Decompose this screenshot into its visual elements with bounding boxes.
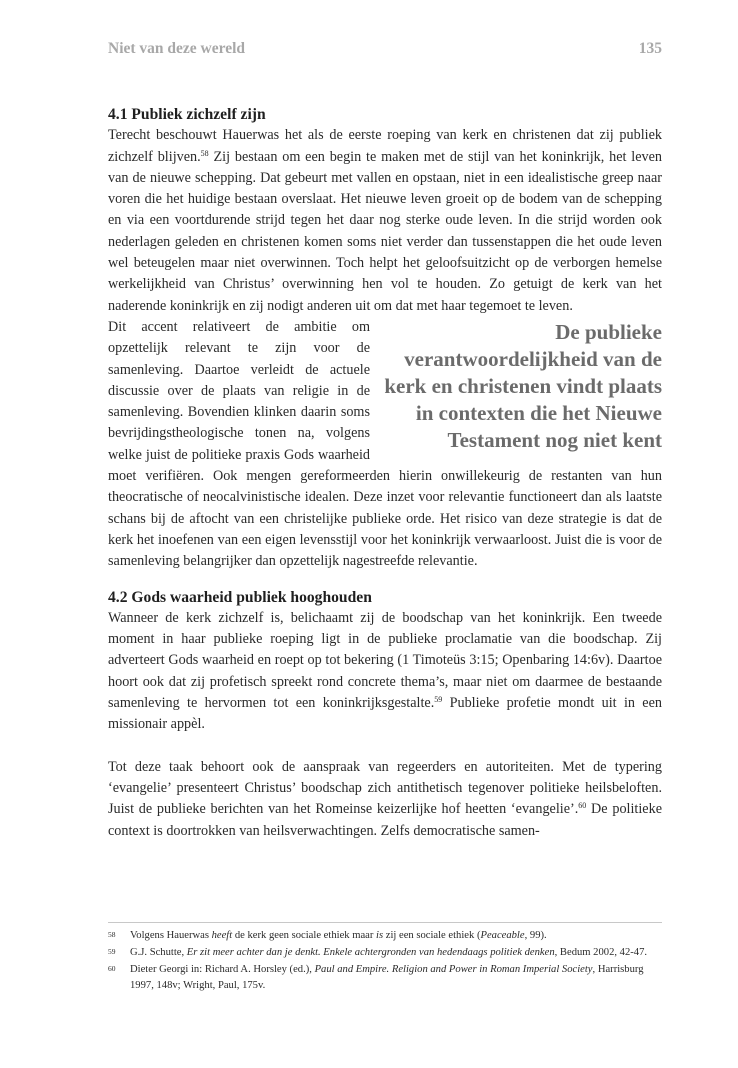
text-run: Terecht beschouwt Hauerwas het als de eerste roeping van kerk en christenen dat zij publiek zichzelf blijven. <box>108 127 662 165</box>
italic-text: Peaceable <box>480 930 525 941</box>
text-run: Zij bestaan om een begin te maken met de stijl van het koninkrijk, het leven van de nieuwe schepping. Dat gebeurt met vallen en opstaan, niet in een idealistische greep naar voren die het huidige bestaan overslaat. Het nieuwe leven groeit op de bodem van de schepping en via een voortdurende strijd tegen het daar nog sterke oude leven. In die strijd worden ook nederlagen geleden en christenen komen soms niet verder dan tussenstappen die het oude leven wel beteugelen maar niet overwinnen. Toch helpt het geloofsuitzicht op de verborgen hemelse werkelijkheid van Christus’ overwinning hen vol te houden. Zo getuigt de kerk van het naderende koninkrijk en zij nodigt anderen uit om dat met haar tegemoet te leven. <box>108 148 662 314</box>
running-title: Niet van deze wereld <box>108 40 246 57</box>
text-run: Tot deze taak behoort ook de aanspraak van regeerders en autoriteiten. Met de typering ‘evangelie’ presenteert Christus’ boodschap zich antithetisch tegenover politieke heilsbeloften. Juist de publieke berichten van het Romeinse keizerlijke hof heetten ‘evangelie’. <box>108 758 662 818</box>
paragraph: Dit accent relativeert de ambitie om opzettelijk relevant te zijn voor de samenleving. Daartoe verleidt de actuele discussie over de plaats van religie in de samenleving. Bovendien klinken daarin soms bevrijdingstheologische tonen na, volgens welke juist de politieke praxis Gods waarheid moet verifiëren. Ook mengen gereformeerden hierin onwillekeurig de restanten van hun theocratische of neocalvinistische idealen. Deze inzet voor relevantie functioneert dan als laatste schans bij de aftocht van een christelijke publieke orde. Het risico van deze strategie is dat de kerk het inoefenen van een eigen levensstijl voor het koninkrijk verwaarloost. Juist die is voor de samenleving belangrijker dan opzettelijk nagestreefde relevantie. <box>108 318 662 570</box>
text-run: , Bedum 2002, 42-47. <box>554 947 648 958</box>
paragraph <box>108 608 662 736</box>
text-run: Volgens Hauerwas <box>130 930 212 941</box>
text-run: G.J. Schutte, <box>130 947 187 958</box>
footnote-text <box>130 962 662 994</box>
text-run: Publieke profetie mondt uit in een missionair appèl. <box>108 695 662 733</box>
running-header <box>108 40 662 58</box>
text-run: , 99). <box>524 930 547 941</box>
text-run: zij een sociale ethiek ( <box>383 930 481 941</box>
text-run: Dieter Georgi in: Richard A. Horsley (ed.), <box>130 964 315 975</box>
footnote-ref: 59 <box>434 695 443 705</box>
text-run: Wanneer de kerk zichzelf is, belichaamt zij de boodschap van het koninkrijk. Een tweede moment in haar publieke roeping ligt in de publieke proclamatie van die boodschap. Zij adverteert Gods waarheid en roept op tot bekering (1 Timoteüs 3:15; Openbaring 14:6v). Daartoe hoort ook dat zij profetisch spreekt rond concrete thema’s, maar niet om daarmee de bestaande samenleving te hervormen tot een koninkrijksgestalte. <box>108 609 662 712</box>
section-heading-4-2: 4.2 Gods waarheid publiek hooghouden <box>108 588 372 606</box>
text-run: , Harrisburg 1997, 148v; Wright, Paul, 175v. <box>130 964 644 991</box>
footnote-59 <box>108 945 662 961</box>
footnote-text <box>130 928 662 944</box>
spacer <box>108 573 662 587</box>
text-run: de kerk geen sociale ethiek maar <box>232 930 377 941</box>
spacer <box>108 736 662 757</box>
paragraph <box>108 757 662 842</box>
section-heading-4-1: 4.1 Publiek zichzelf zijn <box>108 106 266 123</box>
pull-quote: De publieke verantwoordelijkheid van de kerk en christenen vindt plaats in contexten die het Nieuwe Testament nog niet kent <box>384 319 662 452</box>
italic-text: is <box>376 930 384 941</box>
footnotes <box>108 922 662 995</box>
footnote-ref: 58 <box>200 148 209 158</box>
italic-text: Er zit meer achter dan je denkt. Enkele achtergronden van hedendaags politiek denken <box>186 947 555 958</box>
italic-text: Paul and Empire. Religion and Power in Roman Imperial Society <box>314 964 593 975</box>
footnote-number: 59 <box>108 947 116 956</box>
footnote-ref: 60 <box>578 801 587 811</box>
footnote-58 <box>108 928 662 944</box>
main-text <box>108 104 662 842</box>
italic-text: heeft <box>211 930 233 941</box>
text-run: De politieke context is doortrokken van heilsverwachtingen. Zelfs democratische samen- <box>108 801 663 839</box>
footnote-number: 58 <box>108 930 116 939</box>
page-number: 135 <box>638 40 662 57</box>
footnote-text <box>130 945 662 961</box>
paragraph <box>108 125 662 317</box>
footnote-number: 60 <box>108 964 116 973</box>
footnote-60 <box>108 962 662 994</box>
